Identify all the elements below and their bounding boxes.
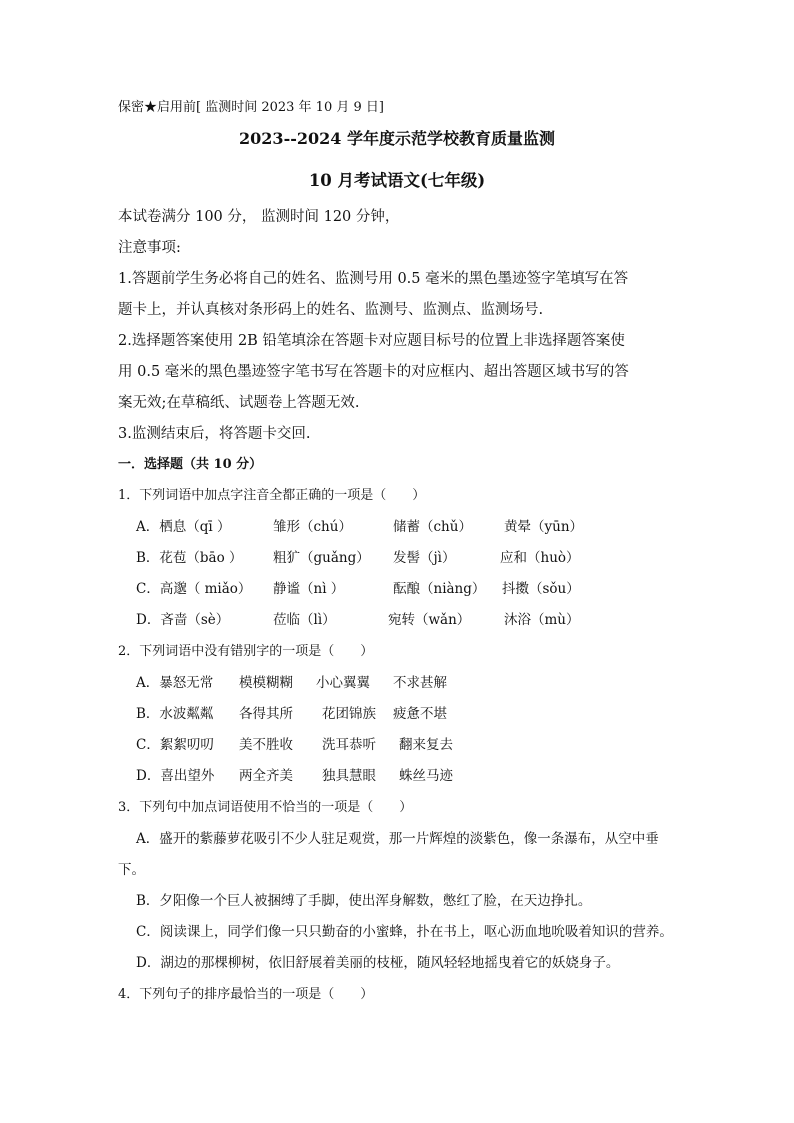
answer-option: A．暴怒无常 <box>136 675 214 691</box>
answer-option: D．喜出望外 <box>136 768 215 784</box>
answer-option: 抖擞（sǒu） <box>502 581 580 597</box>
notice-line: 题卡上，并认真核对条形码上的姓名、监测号、监测点、监测场号. <box>118 302 544 318</box>
score-time-line: 本试卷满分 100 分， 监测时间 120 分钟， <box>118 209 400 225</box>
answer-option: 不求甚解 <box>393 675 447 691</box>
notice-line: 案无效;在草稿纸、试题卷上答题无效. <box>118 395 360 411</box>
notice-line: 1.答题前学生务必将自己的姓名、监测号用 0.5 毫米的黑色墨迹签字笔填写在答 <box>118 271 629 287</box>
answer-option: D．吝啬（sè） <box>136 612 230 628</box>
answer-option: 美不胜收 <box>239 737 293 753</box>
answer-option: A．栖息（qī ） <box>136 519 231 535</box>
answer-option: 雏形（chú） <box>273 519 352 535</box>
notice-line: 用 0.5 毫米的黑色墨迹签字笔书写在答题卡的对应框内、超出答题区域书写的答 <box>118 364 629 380</box>
question-stem: 3．下列句中加点词语使用不恰当的一项是（ ） <box>118 800 413 815</box>
section-title: 一．选择题（共 10 分） <box>118 457 263 472</box>
answer-option: 花团锦族 <box>322 706 376 722</box>
answer-option: 洗耳恭听 <box>322 737 376 753</box>
answer-option: 疲惫不堪 <box>393 706 447 722</box>
exam-title: 2023--2024 学年度示范学校教育质量监测 <box>239 129 555 148</box>
answer-option: 模模糊糊 <box>239 675 293 691</box>
notice-line: 3.监测结束后，将答题卡交回. <box>118 426 311 442</box>
answer-option: 翻来复去 <box>399 737 453 753</box>
answer-option: 各得其所 <box>239 706 293 722</box>
answer-option: C．高邈（ miǎo） <box>136 581 252 597</box>
answer-option: 莅临（lì） <box>273 612 336 628</box>
answer-option: 两全齐美 <box>239 768 293 784</box>
answer-option: 小心翼翼 <box>316 675 370 691</box>
notice-title: 注意事项: <box>118 240 181 256</box>
question-stem: 4．下列句子的排序最恰当的一项是（ ） <box>118 987 374 1002</box>
answer-option: B．花苞（bāo ） <box>136 550 243 566</box>
answer-option: 酝酿（niàng） <box>393 581 486 597</box>
answer-option-continued: 下。 <box>118 862 145 878</box>
answer-option: B．夕阳像一个巨人被捆缚了手脚，使出浑身解数，憋红了脸，在天边挣扎。 <box>136 893 592 909</box>
answer-option: 沐浴（mù） <box>504 612 580 628</box>
question-stem: 2．下列词语中没有错别字的一项是（ ） <box>118 644 374 659</box>
answer-option: 粗犷（guǎng） <box>273 550 370 566</box>
exam-subtitle: 10 月考试语文(七年级) <box>308 171 486 190</box>
answer-option: 宛转（wǎn） <box>388 612 471 628</box>
confidential-line: 保密★启用前[ 监测时间 2023 年 10 月 9 日] <box>118 100 384 115</box>
answer-option: 静谧（nì ） <box>273 581 345 597</box>
answer-option: C．阅读课上，同学们像一只只勤奋的小蜜蜂，扑在书上，呕心沥血地吮吸着知识的营养。 <box>136 924 673 940</box>
answer-option: B．水波粼粼 <box>136 706 214 722</box>
answer-option: 黄晕（yūn） <box>504 519 584 535</box>
answer-option: C．絮絮叨叨 <box>136 737 214 753</box>
answer-option: 蛛丝马迹 <box>399 768 453 784</box>
question-stem: 1．下列词语中加点字注音全都正确的一项是（ ） <box>118 488 426 503</box>
answer-option: 独具慧眼 <box>322 768 376 784</box>
answer-option: 应和（huò） <box>500 550 580 566</box>
notice-line: 2.选择题答案使用 2B 铅笔填涂在答题卡对应题目标号的位置上非选择题答案使 <box>118 333 625 349</box>
answer-option: D．湖边的那棵柳树，依旧舒展着美丽的枝桠，随风轻轻地摇曳着它的妖娆身子。 <box>136 955 620 971</box>
answer-option: 储蓄（chǔ） <box>393 519 472 535</box>
answer-option: A．盛开的紫藤萝花吸引不少人驻足观赏，那一片辉煌的淡紫色，像一条瀑布，从空中垂 <box>136 831 659 847</box>
answer-option: 发髻（jì） <box>393 550 456 566</box>
